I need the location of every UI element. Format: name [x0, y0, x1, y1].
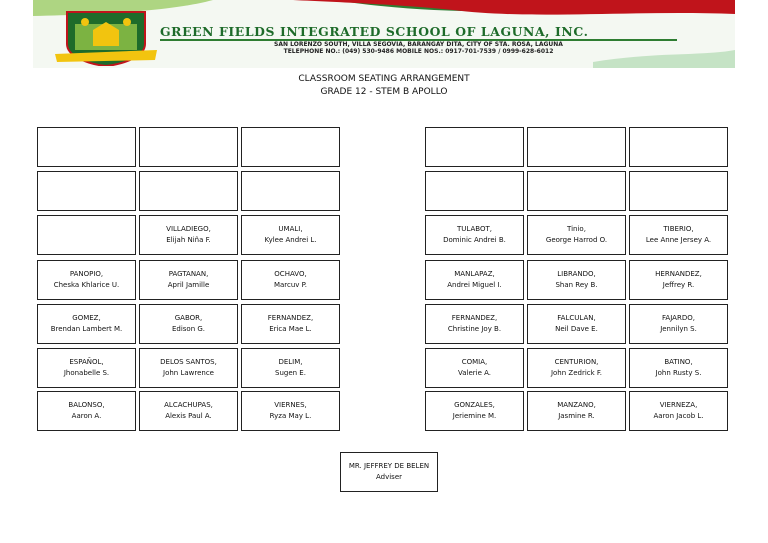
student-last-name: PANOPIO,: [69, 270, 104, 278]
student-last-name: VILLADIEGO,: [166, 225, 211, 233]
seat-box: [527, 348, 626, 388]
seat-box: [629, 127, 728, 167]
student-last-name: BATINO,: [664, 358, 693, 366]
seat-box: [241, 304, 340, 344]
student-first-name: Sugen E.: [275, 369, 306, 377]
student-first-name: Jasmine R.: [558, 412, 595, 420]
student-last-name: VIERNEZA,: [659, 401, 698, 409]
seat-box: [241, 348, 340, 388]
seat-box: [139, 260, 238, 300]
seat-box: [241, 260, 340, 300]
seat-box: [629, 260, 728, 300]
student-last-name: DELOS SANTOS,: [160, 358, 217, 366]
seat-box: [241, 127, 340, 167]
seat-box: [425, 171, 524, 211]
student-first-name: Andrei Miguel I.: [447, 281, 502, 289]
student-last-name: LIBRANDO,: [557, 270, 596, 278]
school-header: [33, 0, 735, 68]
seat-box: [425, 260, 524, 300]
student-last-name: OCHAVO,: [274, 270, 307, 278]
student-first-name: Shan Rey B.: [555, 281, 598, 289]
seat-box: [139, 391, 238, 431]
student-last-name: DELIM,: [278, 358, 303, 366]
student-first-name: Elijah Niña F.: [166, 236, 211, 244]
student-last-name: BALONSO,: [68, 401, 105, 409]
student-last-name: ALCACHUPAS,: [164, 401, 213, 409]
seat-box: [139, 304, 238, 344]
seat-box: [629, 215, 728, 255]
seat-box: [139, 171, 238, 211]
student-first-name: George Harrod O.: [545, 236, 608, 244]
student-last-name: FAJARDO,: [662, 314, 695, 322]
student-last-name: COMIA,: [461, 358, 488, 366]
student-first-name: John Lawrence: [163, 369, 214, 377]
seat-box: [425, 215, 524, 255]
student-last-name: CENTURION,: [554, 358, 599, 366]
seat-box: [527, 127, 626, 167]
student-first-name: Valerie A.: [457, 369, 492, 377]
student-first-name: Jeriemine M.: [452, 412, 497, 420]
student-last-name: UMALI,: [278, 225, 303, 233]
seat-box: [629, 304, 728, 344]
school-address: SAN LORENZO SOUTH, VILLA SEGOVIA, BARANGAY DITA, CITY OF STA. ROSA, LAGUNA: [274, 41, 563, 48]
student-first-name: April Jamille: [167, 281, 210, 289]
seat-box: [629, 171, 728, 211]
adviser-role: Adviser: [375, 473, 403, 481]
student-first-name: Lee Anne Jersey A.: [645, 236, 712, 244]
school-name: GREEN FIELDS INTEGRATED SCHOOL OF LAGUNA, INC.: [160, 24, 589, 39]
seat-box: [527, 391, 626, 431]
student-first-name: Alexis Paul A.: [165, 412, 212, 420]
seat-box: [37, 260, 136, 300]
seat-box: [425, 127, 524, 167]
student-first-name: John Rusty S.: [655, 369, 702, 377]
student-last-name: GONZALES,: [454, 401, 495, 409]
student-last-name: HERNANDEZ,: [655, 270, 702, 278]
seat-box: [139, 127, 238, 167]
student-last-name: GOMEZ,: [72, 314, 101, 322]
seat-box: [241, 215, 340, 255]
seat-box: [139, 215, 238, 255]
seat-box: [527, 215, 626, 255]
student-first-name: Ryza May L.: [269, 412, 312, 420]
student-first-name: Jeffrey R.: [662, 281, 695, 289]
student-first-name: Christine Joy B.: [447, 325, 502, 333]
seat-box: [527, 171, 626, 211]
school-contact: TELEPHONE NO.: (049) 530-9486 MOBILE NOS.: 0917-701-7539 / 0999-628-6012: [283, 48, 554, 55]
student-first-name: Neil Dave E.: [555, 325, 598, 333]
student-last-name: VIERNES,: [274, 401, 307, 409]
student-first-name: Marcuv P.: [273, 281, 308, 289]
school-logo: [55, 10, 157, 66]
seat-box: [425, 348, 524, 388]
student-first-name: Brendan Lambert M.: [50, 325, 123, 333]
student-first-name: John Zedrick F.: [550, 369, 603, 377]
student-last-name: TULABOT,: [457, 225, 492, 233]
seat-box: [425, 304, 524, 344]
student-last-name: ESPAÑOL,: [69, 358, 104, 366]
seat-box: [139, 348, 238, 388]
seat-box: [37, 304, 136, 344]
student-first-name: Jhonabelle S.: [63, 369, 110, 377]
seat-box: [241, 171, 340, 211]
student-last-name: FERNANDEZ,: [267, 314, 314, 322]
seat-box: [37, 391, 136, 431]
student-first-name: Edison G.: [171, 325, 206, 333]
student-first-name: Jennilyn S.: [660, 325, 697, 333]
student-last-name: TIBERIO,: [663, 225, 694, 233]
student-last-name: MANLAPAZ,: [454, 270, 495, 278]
seat-box: [37, 171, 136, 211]
student-first-name: Kylee Andrei L.: [264, 236, 317, 244]
student-last-name: PAGTANAN,: [168, 270, 209, 278]
student-last-name: Tinio,: [567, 225, 586, 233]
seat-box: [527, 304, 626, 344]
seat-box: [629, 348, 728, 388]
adviser-box: [340, 452, 438, 492]
seat-box: [527, 260, 626, 300]
student-first-name: Aaron Jacob L.: [653, 412, 704, 420]
student-last-name: MANZANO,: [557, 401, 596, 409]
student-last-name: FERNANDEZ,: [451, 314, 498, 322]
class-section: GRADE 12 - STEM B APOLLO: [320, 87, 448, 97]
student-first-name: Dominic Andrei B.: [443, 236, 506, 244]
student-first-name: Aaron A.: [71, 412, 102, 420]
seat-box: [37, 348, 136, 388]
student-first-name: Erica Mae L.: [269, 325, 312, 333]
seat-box: [629, 391, 728, 431]
seat-box: [37, 127, 136, 167]
student-last-name: GABOR,: [174, 314, 203, 322]
seat-box: [37, 215, 136, 255]
student-first-name: Cheska Khlarice U.: [53, 281, 120, 289]
adviser-name: MR. JEFFREY DE BELEN: [348, 462, 430, 470]
seat-box: [241, 391, 340, 431]
student-last-name: FALCULAN,: [557, 314, 596, 322]
seat-box: [425, 391, 524, 431]
document-title: CLASSROOM SEATING ARRANGEMENT: [298, 74, 470, 84]
